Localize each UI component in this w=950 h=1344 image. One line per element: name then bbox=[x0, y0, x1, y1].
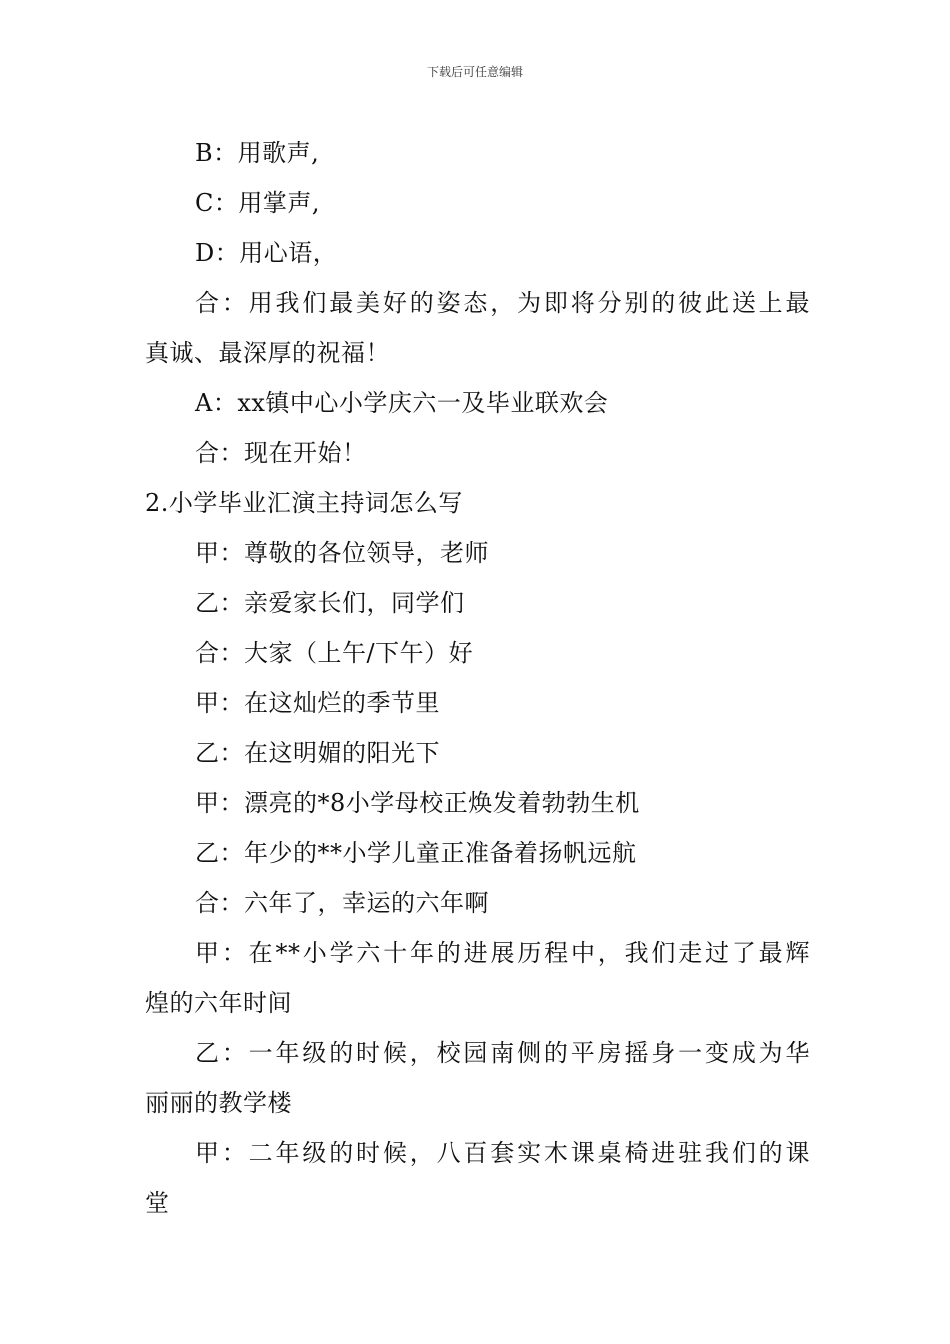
paragraph-line: 甲：在这灿烂的季节里 bbox=[195, 689, 440, 717]
paragraph-line: 堂 bbox=[145, 1189, 170, 1217]
section-heading: 2.小学毕业汇演主持词怎么写 bbox=[145, 489, 463, 517]
paragraph-line: B：用歌声, bbox=[195, 139, 320, 167]
document-body bbox=[145, 128, 810, 1228]
paragraph-line: 乙：在这明媚的阳光下 bbox=[195, 739, 440, 767]
paragraph-line: 真诚、最深厚的祝福！ bbox=[145, 339, 390, 367]
paragraph-line: C：用掌声, bbox=[195, 189, 320, 217]
paragraph-line: A：xx镇中心小学庆六一及毕业联欢会 bbox=[195, 389, 609, 417]
paragraph-line: 合：六年了，幸运的六年啊 bbox=[195, 889, 489, 917]
paragraph-line: 乙：亲爱家长们，同学们 bbox=[195, 589, 465, 617]
paragraph-line: 甲：二年级的时候，八百套实木课桌椅进驻我们的课 bbox=[195, 1139, 810, 1167]
paragraph-line: 乙：一年级的时候，校园南侧的平房摇身一变成为华 bbox=[195, 1039, 810, 1067]
paragraph-line: 甲：漂亮的*8小学母校正焕发着勃勃生机 bbox=[195, 789, 640, 817]
paragraph-line: 煌的六年时间 bbox=[145, 989, 292, 1017]
paragraph-line: 丽丽的教学楼 bbox=[145, 1089, 292, 1117]
paragraph-line: D：用心语， bbox=[195, 239, 338, 267]
paragraph-line: 合：用我们最美好的姿态，为即将分别的彼此送上最 bbox=[195, 289, 810, 317]
paragraph-line: 甲：尊敬的各位领导，老师 bbox=[195, 539, 489, 567]
paragraph-line: 乙：年少的**小学儿童正准备着扬帆远航 bbox=[195, 839, 637, 867]
paragraph-line: 合：现在开始！ bbox=[195, 439, 367, 467]
page-header: 下载后可任意编辑 bbox=[426, 65, 523, 79]
paragraph-line: 合：大家（上午/下午）好 bbox=[195, 639, 474, 667]
paragraph-line: 甲：在**小学六十年的进展历程中，我们走过了最辉 bbox=[195, 939, 810, 967]
